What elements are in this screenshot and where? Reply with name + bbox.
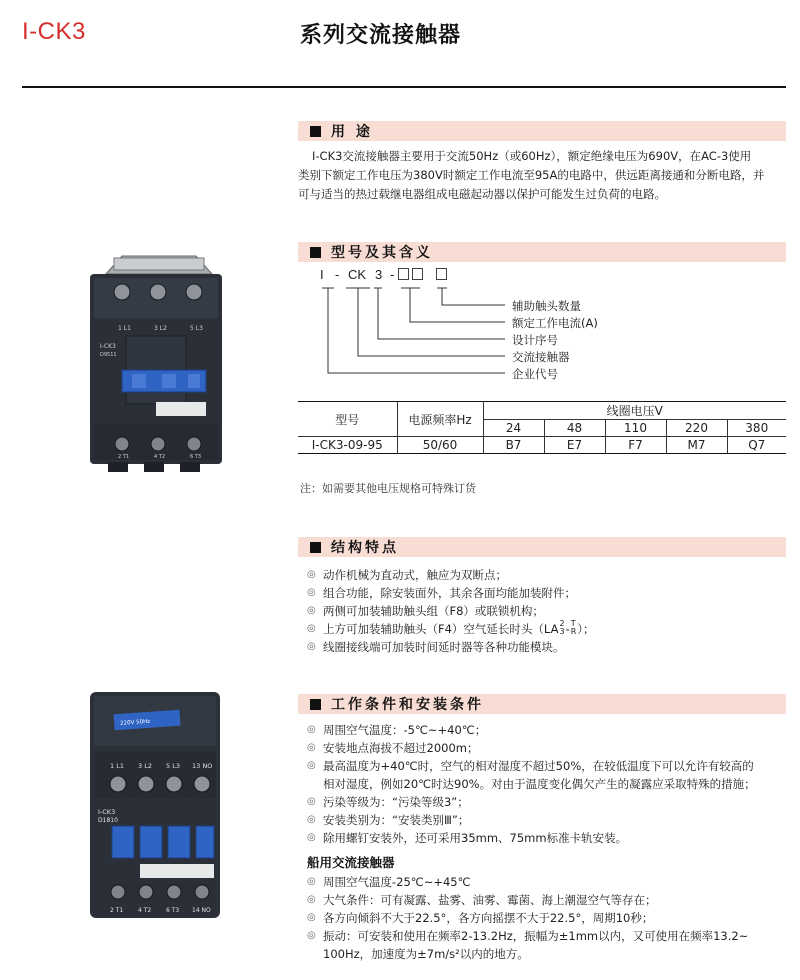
code-part: I [320, 267, 324, 282]
terminal-label: 1 L1 [118, 325, 131, 332]
section-usage-title: 用 途 [331, 124, 373, 140]
table-cell-voltage: 24 [483, 420, 544, 437]
list-item: ◎ 线圈接线端可加装时间延时器等各种功能模块。 [307, 640, 565, 654]
header-divider [22, 86, 786, 88]
note-text: 注：如需要其他电压规格可特殊订货 [300, 482, 476, 495]
circle-bullet-icon: ◎ [307, 605, 316, 616]
usage-line: 类别下额定工作电压为380V时额定工作电流至95A的电路中，供远距离接通和分断电路，并 [298, 168, 765, 182]
terminal-label: 6 T3 [166, 907, 180, 914]
terminal-label: 2 T1 [110, 907, 124, 914]
page-title: 系列交流接触器 [300, 22, 462, 48]
list-item: ◎ 各方向倾斜不大于22.5°，各方向摇摆不大于22.5°，周期10秒； [307, 911, 654, 925]
circle-bullet-icon: ◎ [307, 876, 316, 887]
square-bullet-icon [310, 247, 321, 258]
terminal-label: 1 L1 [110, 762, 124, 770]
table-header-coil-voltage: 线圈电压V [483, 402, 786, 420]
list-item-continuation: 100Hz，加速度为±7m/s²以内的地方。 [323, 947, 529, 961]
list-item: ◎ 安装地点海拔不超过2000m； [307, 741, 479, 755]
code-placeholder-box [436, 267, 447, 282]
square-bullet-icon [310, 126, 321, 137]
terminal-label: 13 NO [192, 762, 213, 770]
code-meaning-label: 交流接触器 [512, 350, 570, 364]
code-meaning-label: 辅助触头数量 [512, 299, 581, 313]
section-usage-header [298, 121, 786, 141]
circle-bullet-icon: ◎ [307, 587, 316, 598]
code-placeholder-box [412, 267, 423, 282]
table-header-model: 型号 [298, 402, 397, 437]
terminal-label: 4 T2 [138, 907, 152, 914]
coil-voltage-label: 220V 50Hz [119, 718, 151, 727]
marine-heading: 船用交流接触器 [307, 855, 395, 870]
table-cell-code: B7 [483, 437, 544, 454]
code-part: CK [348, 267, 367, 282]
spec-table [298, 401, 786, 454]
list-item: ◎ 安装类别为：“安装类别Ⅲ”； [307, 813, 470, 827]
table-cell-code: E7 [544, 437, 605, 454]
usage-paragraph [298, 147, 765, 204]
circle-bullet-icon: ◎ [307, 912, 316, 923]
structure-list [307, 566, 595, 656]
table-cell-voltage: 110 [605, 420, 666, 437]
terminal-label: 3 L2 [138, 762, 152, 770]
table-cell-frequency: 50/60 [397, 437, 483, 454]
list-item: ◎ 动作机械为直动式，触应为双断点； [307, 568, 507, 582]
table-cell-voltage: 48 [544, 420, 605, 437]
circle-bullet-icon: ◎ [307, 832, 316, 843]
table-cell-voltage: 380 [727, 420, 786, 437]
section-model-header [298, 242, 786, 262]
code-part: - [335, 267, 340, 282]
code-part: - [390, 267, 395, 282]
circle-bullet-icon: ◎ [307, 814, 316, 825]
list-item: ◎ 大气条件：可有凝露、盐雾、油雾、霉菌、海上潮湿空气等存在； [307, 893, 657, 907]
terminal-label: 4 T2 [154, 454, 166, 460]
device-model-label: D9511 [100, 352, 117, 358]
circle-bullet-icon: ◎ [307, 569, 316, 580]
marine-list [307, 873, 748, 963]
list-item-continuation: 相对湿度，例如20℃时达90%。对由于温度变化偶欠产生的凝露应采取特殊的措施； [323, 777, 756, 791]
list-item: ◎ 周围空气温度-25℃~+45℃ [307, 875, 471, 889]
conditions-list [307, 721, 756, 847]
table-cell-code: Q7 [727, 437, 786, 454]
list-item: ◎ 周围空气温度：-5℃~+40℃； [307, 723, 487, 737]
table-header-frequency: 电源频率Hz [397, 402, 483, 437]
usage-line: I-CK3交流接触器主要用于交流50Hz（或60Hz），额定绝缘电压为690V，在AC-3使用 [312, 149, 752, 163]
terminal-label: 3 L2 [154, 325, 167, 332]
list-item: ◎ 组合功能，除安装面外，其余各面均能加装附件； [307, 586, 576, 600]
circle-bullet-icon: ◎ [307, 623, 316, 634]
device-model-label: D1810 [98, 817, 118, 824]
square-bullet-icon [310, 542, 321, 553]
list-item: ◎ 两侧可加装辅助触头组（F8）或联锁机构； [307, 604, 544, 618]
contactor-photo-small [80, 688, 232, 924]
circle-bullet-icon: ◎ [307, 742, 316, 753]
section-structure-header [298, 537, 786, 557]
list-item: ◎ 振动：可安装和使用在频率2-13.2Hz，振幅为±1mm以内，又可使用在频率13.2~ [307, 929, 749, 943]
device-series-label: I-CK3 [100, 343, 116, 350]
section-conditions-header [298, 694, 786, 714]
circle-bullet-icon: ◎ [307, 894, 316, 905]
code-part: 3 [375, 267, 383, 282]
circle-bullet-icon: ◎ [307, 724, 316, 735]
model-code-diagram-lines [300, 283, 520, 378]
la-fraction: 2 3 [559, 619, 565, 636]
code-meaning-label: 额定工作电流(A) [512, 316, 598, 330]
terminal-label: 6 T3 [190, 454, 202, 460]
contactor-photo-large [78, 252, 230, 474]
code-meaning-label: 设计序号 [512, 333, 558, 347]
list-item: ◎ 上方可加装辅助触头（F4）空气延长时头（LA 2 3 - T R ）； [307, 619, 595, 636]
list-item: ◎ 最高温度为+40℃时，空气的相对湿度不超过50%，在较低温度下可以允许有较高的 [307, 759, 754, 773]
terminal-label: 5 L3 [166, 762, 180, 770]
table-cell-code: M7 [666, 437, 727, 454]
la-fraction: T R [570, 619, 577, 636]
circle-bullet-icon: ◎ [307, 760, 316, 771]
section-model-title: 型号及其含义 [331, 245, 433, 261]
section-conditions-title: 工作条件和安装条件 [331, 697, 484, 713]
circle-bullet-icon: ◎ [307, 930, 316, 941]
code-meaning-label: 企业代号 [512, 367, 558, 381]
list-item: ◎ 除用螺钉安装外，还可采用35mm、75mm标准卡轨安装。 [307, 831, 628, 845]
usage-line: 可与适当的热过载继电器组成电磁起动器以保护可能发生过负荷的电路。 [298, 187, 666, 201]
square-bullet-icon [310, 699, 321, 710]
brand-name: I-CK3 [22, 18, 86, 45]
list-item: ◎ 污染等级为：“污染等级3”； [307, 795, 469, 809]
terminal-label: 2 T1 [118, 454, 130, 460]
table-cell-voltage: 220 [666, 420, 727, 437]
terminal-label: 5 L3 [190, 325, 203, 332]
table-cell-code: F7 [605, 437, 666, 454]
circle-bullet-icon: ◎ [307, 796, 316, 807]
section-structure-title: 结构特点 [331, 540, 399, 556]
device-series-label: I-CK3 [98, 808, 116, 816]
circle-bullet-icon: ◎ [307, 641, 316, 652]
terminal-label: 14 NO [192, 907, 211, 914]
table-cell-model: I-CK3-09-95 [298, 437, 397, 454]
code-placeholder-box [398, 267, 409, 282]
